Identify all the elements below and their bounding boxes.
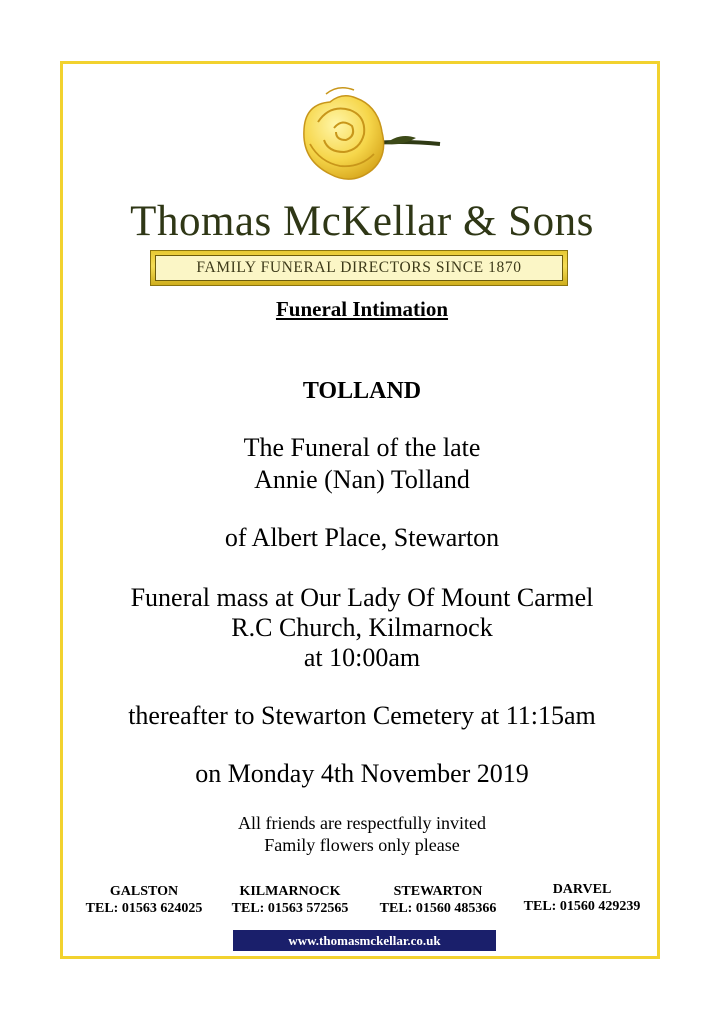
branch-phone: TEL: 01560 485366 <box>379 901 497 916</box>
company-name: Thomas McKellar & Sons <box>130 198 594 245</box>
deceased-surname: TOLLAND <box>302 378 422 404</box>
deceased-name: Annie (Nan) Tolland <box>254 465 470 494</box>
branch-name: GALSTON <box>109 884 179 899</box>
branch-phone: TEL: 01563 624025 <box>85 901 203 916</box>
notice-line: The Funeral of the late <box>243 433 481 462</box>
company-tagline-plaque <box>150 250 568 286</box>
invitation-note: All friends are respectfully invited <box>238 813 486 833</box>
company-tagline: FAMILY FUNERAL DIRECTORS SINCE 1870 <box>155 255 563 281</box>
yellow-rose-icon <box>290 82 450 192</box>
branch-kilmarnock <box>220 883 360 917</box>
notice-heading: Funeral Intimation <box>275 297 449 321</box>
branch-name: KILMARNOCK <box>239 884 341 899</box>
branch-phone: TEL: 01560 429239 <box>523 899 641 914</box>
branch-name: DARVEL <box>552 882 612 897</box>
branch-stewarton <box>368 883 508 917</box>
funeral-date: on Monday 4th November 2019 <box>195 759 529 788</box>
branch-galston <box>75 883 213 917</box>
cemetery-line: thereafter to Stewarton Cemetery at 11:15am <box>128 701 596 730</box>
flowers-note: Family flowers only please <box>264 835 460 855</box>
branch-darvel <box>512 881 652 915</box>
branch-name: STEWARTON <box>393 884 483 899</box>
branch-phone: TEL: 01563 572565 <box>231 901 349 916</box>
website-link[interactable]: www.thomasmckellar.co.uk <box>233 930 496 951</box>
service-venue-line: Funeral mass at Our Lady Of Mount Carmel <box>130 583 594 612</box>
service-venue-line: R.C Church, Kilmarnock <box>231 613 493 642</box>
service-time: at 10:00am <box>303 643 421 672</box>
deceased-address: of Albert Place, Stewarton <box>224 523 500 552</box>
